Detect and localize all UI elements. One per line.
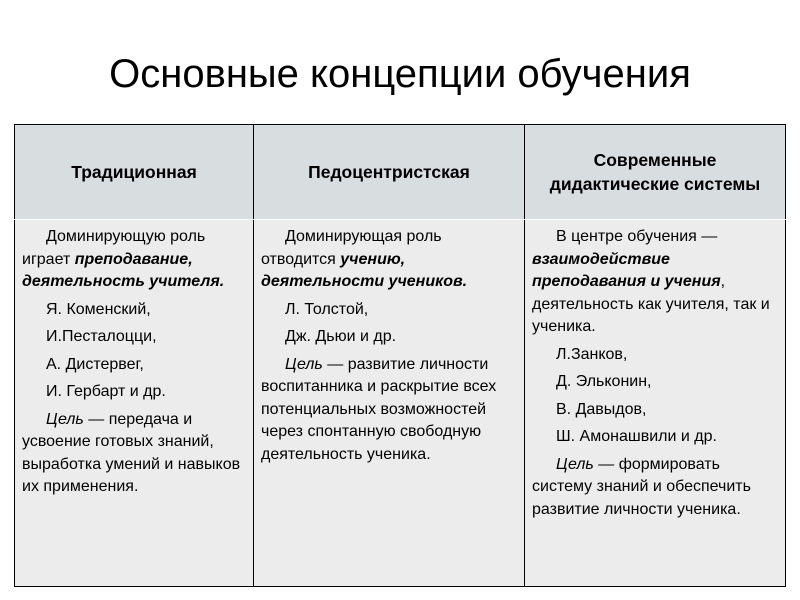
header-row (15, 125, 786, 220)
name-item: В. Давыдов, (556, 400, 647, 418)
goal-text: — развитие личности воспитанника и раскрытие всех потенциальных возможностей через спонтанную свободную деятельность ученика. (261, 355, 497, 463)
header-modern: Современные дидактические системы (525, 125, 786, 220)
main-idea-emphasis: учению, деятельности учеников. (261, 250, 468, 290)
name-item: Я. Коменский, (46, 300, 151, 318)
header-pedocentric: Педоцентристская (254, 125, 525, 220)
main-idea-text: Доминирующая роль отводится (261, 228, 442, 268)
cell-modern (525, 220, 786, 587)
main-idea-emphasis: взаимодействие преподавания и учения (532, 250, 721, 290)
goal-label: Цель (46, 410, 84, 428)
main-idea (532, 226, 779, 339)
main-idea-text: В центре обучения — (556, 228, 718, 245)
main-idea (22, 226, 247, 294)
goal-label: Цель (285, 355, 323, 373)
name-item: Дж. Дьюи и др. (285, 328, 397, 345)
goal-text: — передача и усвоение готовых знаний, выработка умений и навыков их применения. (22, 410, 241, 495)
name-item: Д. Эльконин, (556, 373, 652, 390)
cell-pedocentric (254, 220, 525, 587)
main-idea-emphasis: преподавание, деятельность учителя. (22, 250, 225, 290)
goal (532, 454, 779, 522)
goal-text: — формировать систему знаний и обеспечить развитие личности ученика. (532, 455, 751, 518)
name-item: Ш. Амонашвили и др. (556, 428, 717, 445)
goal-label: Цель (556, 455, 594, 473)
cell-traditional (15, 220, 254, 587)
name-item: И.Песталоцци, (46, 328, 157, 345)
name-item: Л. Толстой, (285, 300, 369, 318)
main-idea (261, 226, 518, 294)
goal (261, 354, 518, 467)
name-item: И. Гербарт и др. (46, 383, 166, 400)
name-item: А. Дистервег, (46, 355, 144, 373)
name-item: Л.Занков, (556, 345, 628, 363)
main-idea-tail: , деятельность как учителя, так и ученика. (532, 273, 770, 335)
page-title: Основные концепции обучения (109, 52, 691, 96)
header-traditional: Традиционная (15, 125, 254, 220)
goal (22, 409, 247, 499)
content-row (15, 220, 786, 587)
main-idea-text: Доминирующую роль играет (22, 228, 206, 268)
concepts-table (14, 124, 786, 587)
